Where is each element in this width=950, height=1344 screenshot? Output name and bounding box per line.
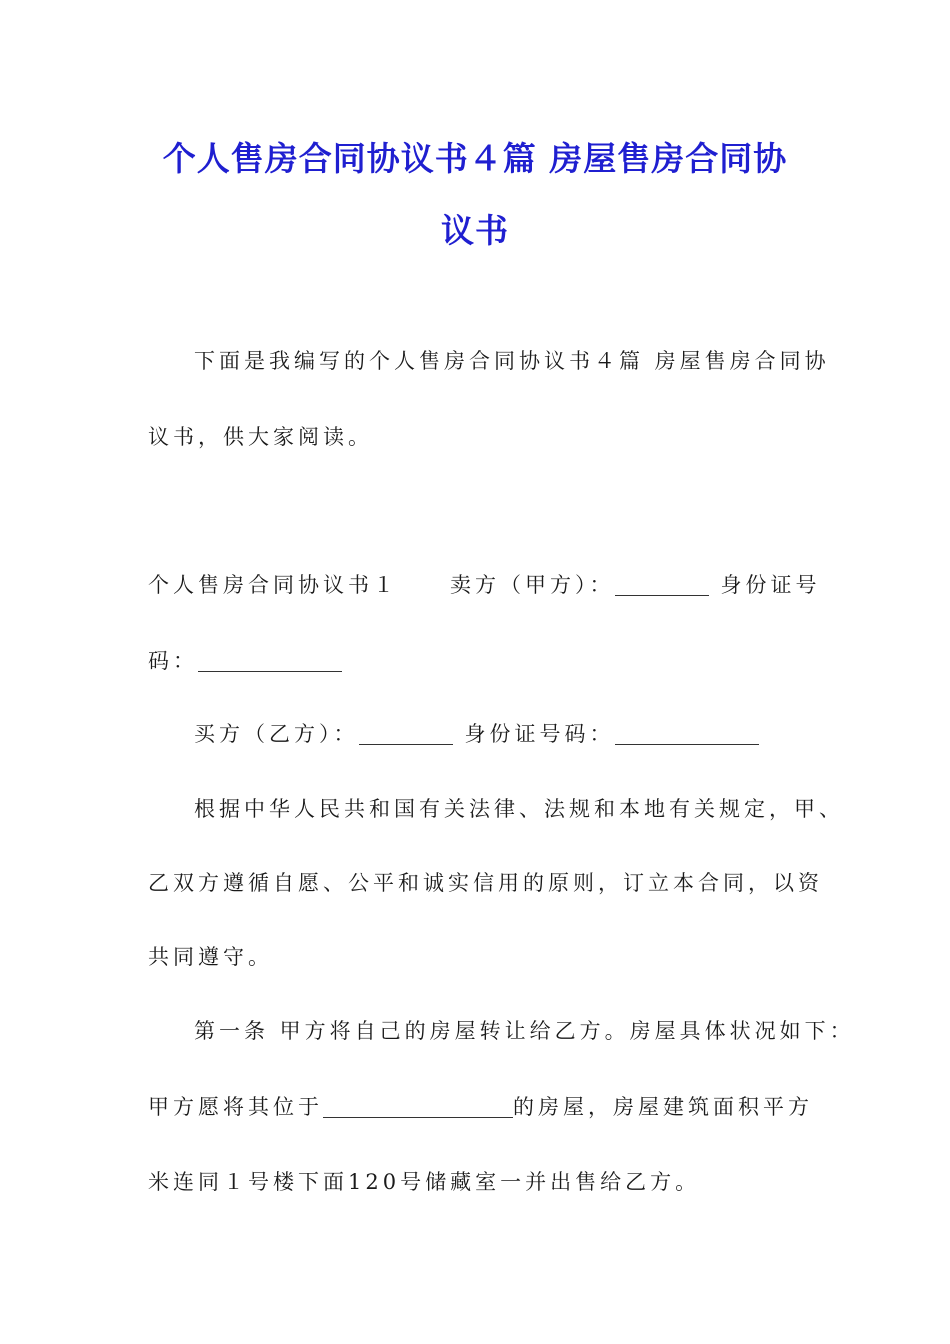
location-blank (323, 1097, 513, 1118)
buyer-id-label: 身份证号码： (464, 722, 615, 746)
article1-location-suffix: 的房屋，房屋建筑面积平方 (513, 1095, 813, 1119)
document-title-line-1: 个人售房合同协议书４篇 房屋售房合同协 (162, 139, 788, 178)
document-title-line-2: 议书 (441, 211, 509, 250)
preamble-line-1: 根据中华人民共和国有关法律、法规和本地有关规定，甲、 (194, 797, 844, 821)
seller-label: 卖方（甲方）： (450, 573, 615, 597)
buyer-line (194, 720, 864, 748)
preamble-line-2: 乙双方遵循自愿、公平和诚实信用的原则，订立本合同，以资 (148, 871, 823, 895)
seller-line (148, 571, 821, 599)
seller-id-label-cont: 码： (148, 649, 198, 673)
article1-line-2 (148, 1093, 818, 1121)
buyer-id-blank (615, 724, 759, 745)
seller-name-blank (615, 575, 709, 596)
intro-line-1: 下面是我编写的个人售房合同协议书４篇 房屋售房合同协 (194, 349, 830, 373)
contract-heading: 个人售房合同协议书１ (148, 573, 398, 597)
buyer-name-blank (359, 724, 453, 745)
seller-id-line (148, 647, 818, 675)
intro-line-2: 议书，供大家阅读。 (148, 425, 373, 449)
article1-line-3: 米连同１号楼下面120号储藏室一并出售给乙方。 (148, 1170, 701, 1194)
article1-line-1: 第一条 甲方将自己的房屋转让给乙方。房屋具体状况如下： (194, 1019, 855, 1043)
article1-location-prefix: 甲方愿将其位于 (148, 1095, 323, 1119)
seller-id-label: 身份证号 (720, 573, 821, 597)
seller-id-blank (198, 651, 342, 672)
preamble-line-3: 共同遵守。 (148, 945, 273, 969)
buyer-label: 买方（乙方）： (194, 722, 359, 746)
